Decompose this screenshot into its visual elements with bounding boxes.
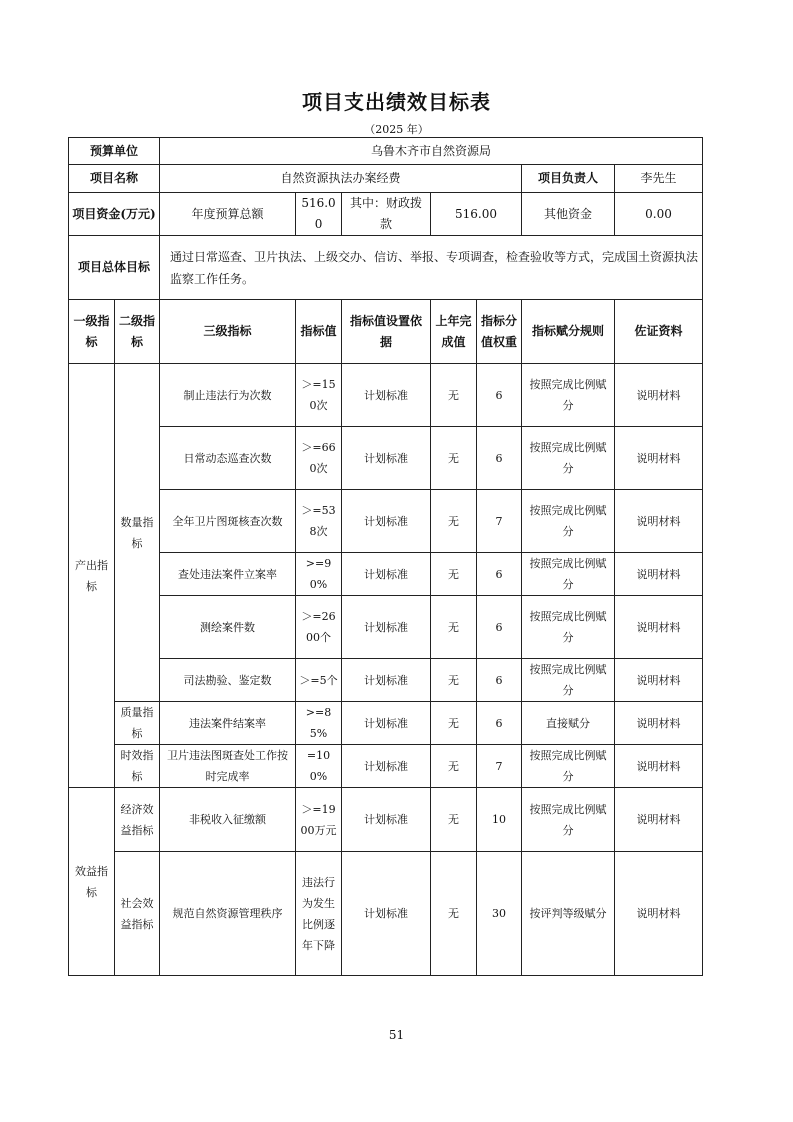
row-rule: 按照完成比例赋分 [522, 659, 615, 702]
row-value: ＞=5个 [296, 659, 342, 702]
other-value: 0.00 [615, 193, 703, 236]
table-row [69, 745, 703, 788]
row-last: 无 [431, 364, 477, 427]
table-row [69, 788, 703, 852]
annual-value: 516.00 [296, 193, 342, 236]
row-evidence: 说明材料 [615, 745, 703, 788]
row-name: 日常动态巡查次数 [160, 427, 296, 490]
unit-value: 乌鲁木齐市自然资源局 [160, 138, 703, 165]
row-name: 全年卫片图斑核查次数 [160, 490, 296, 553]
row-rule: 按照完成比例赋分 [522, 427, 615, 490]
row-rule: 按照完成比例赋分 [522, 745, 615, 788]
col-level2: 二级指标 [115, 300, 160, 364]
row-weight: 10 [477, 788, 522, 852]
row-weight: 6 [477, 702, 522, 745]
table-row [69, 427, 703, 490]
row-last: 无 [431, 745, 477, 788]
row-last: 无 [431, 490, 477, 553]
row-evidence: 说明材料 [615, 427, 703, 490]
column-header-row [69, 300, 703, 364]
col-rule: 指标赋分规则 [522, 300, 615, 364]
row-weight: 30 [477, 852, 522, 976]
fiscal-value: 516.00 [431, 193, 522, 236]
col-level1: 一级指标 [69, 300, 115, 364]
row-name: 查处违法案件立案率 [160, 553, 296, 596]
row-value: ＞=1900万元 [296, 788, 342, 852]
row-basis: 计划标准 [342, 659, 431, 702]
row-name: 违法案件结案率 [160, 702, 296, 745]
row-evidence: 说明材料 [615, 852, 703, 976]
goal-label: 项目总体目标 [69, 236, 160, 300]
row-weight: 7 [477, 745, 522, 788]
table-row [69, 490, 703, 553]
level1-output: 产出指标 [69, 364, 115, 788]
unit-row [69, 138, 703, 165]
row-value: ＞=538次 [296, 490, 342, 553]
row-evidence: 说明材料 [615, 596, 703, 659]
row-value: 违法行为发生比例逐年下降 [296, 852, 342, 976]
row-evidence: 说明材料 [615, 490, 703, 553]
row-last: 无 [431, 788, 477, 852]
col-basis: 指标值设置依据 [342, 300, 431, 364]
row-evidence: 说明材料 [615, 702, 703, 745]
row-evidence: 说明材料 [615, 364, 703, 427]
row-basis: 计划标准 [342, 788, 431, 852]
year-label: （2025 年） [364, 123, 429, 136]
row-name: 司法勘验、鉴定数 [160, 659, 296, 702]
col-weight: 指标分值权重 [477, 300, 522, 364]
row-basis: 计划标准 [342, 427, 431, 490]
level2-social: 社会效益指标 [115, 852, 160, 976]
row-weight: 7 [477, 490, 522, 553]
row-rule: 按照完成比例赋分 [522, 553, 615, 596]
row-basis: 计划标准 [342, 553, 431, 596]
row-rule: 按照完成比例赋分 [522, 596, 615, 659]
level2-quantity: 数量指标 [115, 364, 160, 702]
level2-economic: 经济效益指标 [115, 788, 160, 852]
row-basis: 计划标准 [342, 490, 431, 553]
row-evidence: 说明材料 [615, 553, 703, 596]
row-name: 卫片违法图斑查处工作按时完成率 [160, 745, 296, 788]
row-weight: 6 [477, 596, 522, 659]
row-last: 无 [431, 702, 477, 745]
row-value: >=90% [296, 553, 342, 596]
row-rule: 按照完成比例赋分 [522, 490, 615, 553]
row-evidence: 说明材料 [615, 659, 703, 702]
row-basis: 计划标准 [342, 852, 431, 976]
row-basis: 计划标准 [342, 364, 431, 427]
col-value: 指标值 [296, 300, 342, 364]
row-rule: 直接赋分 [522, 702, 615, 745]
performance-table [68, 137, 703, 976]
row-last: 无 [431, 553, 477, 596]
col-level3: 三级指标 [160, 300, 296, 364]
fund-label: 项目资金(万元) [69, 193, 160, 236]
row-basis: 计划标准 [342, 702, 431, 745]
project-label: 项目名称 [69, 165, 160, 193]
table-row [69, 364, 703, 427]
page-title: 项目支出绩效目标表 [302, 90, 491, 114]
other-label: 其他资金 [522, 193, 615, 236]
project-row [69, 165, 703, 193]
row-basis: 计划标准 [342, 745, 431, 788]
table-row [69, 553, 703, 596]
table-row [69, 702, 703, 745]
table-row [69, 596, 703, 659]
annual-label: 年度预算总额 [160, 193, 296, 236]
row-name: 规范自然资源管理秩序 [160, 852, 296, 976]
row-weight: 6 [477, 553, 522, 596]
leader-label: 项目负责人 [522, 165, 615, 193]
row-name: 非税收入征缴额 [160, 788, 296, 852]
leader-value: 李先生 [615, 165, 703, 193]
goal-row [69, 236, 703, 300]
level1-benefit: 效益指标 [69, 788, 115, 976]
row-rule: 按照完成比例赋分 [522, 788, 615, 852]
col-last: 上年完成值 [431, 300, 477, 364]
unit-label: 预算单位 [69, 138, 160, 165]
row-basis: 计划标准 [342, 596, 431, 659]
row-weight: 6 [477, 427, 522, 490]
row-value: >=85% [296, 702, 342, 745]
row-name: 制止违法行为次数 [160, 364, 296, 427]
project-value: 自然资源执法办案经费 [160, 165, 522, 193]
fund-row [69, 193, 703, 236]
level2-timeliness: 时效指标 [115, 745, 160, 788]
table-row [69, 852, 703, 976]
row-weight: 6 [477, 659, 522, 702]
row-evidence: 说明材料 [615, 788, 703, 852]
level2-quality: 质量指标 [115, 702, 160, 745]
row-rule: 按照完成比例赋分 [522, 364, 615, 427]
page-number: 51 [388, 1028, 405, 1042]
row-last: 无 [431, 852, 477, 976]
table-row [69, 659, 703, 702]
fiscal-label: 其中：财政拨款 [342, 193, 431, 236]
row-weight: 6 [477, 364, 522, 427]
row-name: 测绘案件数 [160, 596, 296, 659]
row-value: ＞=2600个 [296, 596, 342, 659]
row-value: ＞=660次 [296, 427, 342, 490]
goal-text: 通过日常巡查、卫片执法、上级交办、信访、举报、专项调查，检查验收等方式，完成国土资源执法监察工作任务。 [160, 236, 703, 300]
col-evidence: 佐证资料 [615, 300, 703, 364]
row-rule: 按评判等级赋分 [522, 852, 615, 976]
row-value: =100% [296, 745, 342, 788]
row-last: 无 [431, 427, 477, 490]
row-last: 无 [431, 596, 477, 659]
row-value: ＞=150次 [296, 364, 342, 427]
row-last: 无 [431, 659, 477, 702]
